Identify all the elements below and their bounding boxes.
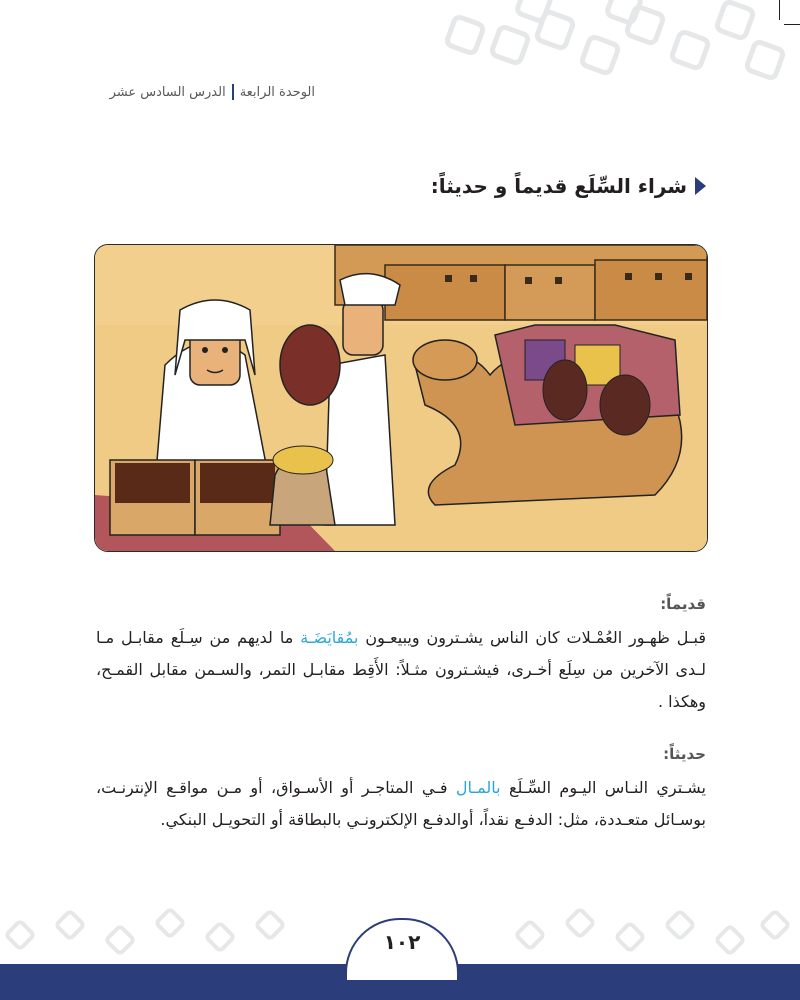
- header-divider: [232, 84, 234, 100]
- old-times-text-a: قبـل ظهـور العُمْـلات كان الناس يشـترون ويبيعـون: [358, 628, 707, 647]
- page-number: ١٠٢: [383, 930, 421, 954]
- market-scene-illustration: [94, 244, 708, 552]
- chevron-right-icon: [695, 177, 706, 195]
- modern-times-highlight: بالمـال: [455, 778, 501, 797]
- section-title-text: شراء السِّلَع قديماً و حديثاً:: [430, 174, 687, 198]
- old-times-highlight: بمُقايَضَـة: [300, 628, 359, 647]
- old-times-text-b: ما لديهم من سِـلَع مقابـل مـا لـدى الآخرين من سِلَع أخـرى، فيشـترون مثـلاً: الأَقِط مقابـل التمر، والسـمن مقابل القمـح، وهكذا .: [96, 628, 706, 711]
- modern-times-text-a: يشـتري النـاس اليـوم السِّـلَع: [500, 778, 706, 797]
- modern-times-heading: حديثاً:: [663, 745, 706, 763]
- section-title: [431, 174, 706, 198]
- decorative-pattern: [430, 0, 800, 90]
- old-times-paragraph: [96, 622, 706, 718]
- old-times-heading: قديماً:: [660, 595, 706, 613]
- lesson-label: الدرس السادس عشر: [109, 84, 226, 100]
- unit-label: الوحدة الرابعة: [239, 84, 315, 100]
- modern-times-paragraph: [96, 772, 706, 836]
- modern-times-text-b: فـي المتاجـر أو الأسـواق، أو مـن مواقـع الإنترنـت، بوسـائل متعـددة، مثل: الدفـع نقداً، أوالدفـع الإلكترونـي بالبطاقة أو التحويـل البنكي.: [96, 778, 706, 829]
- running-header: [110, 84, 315, 100]
